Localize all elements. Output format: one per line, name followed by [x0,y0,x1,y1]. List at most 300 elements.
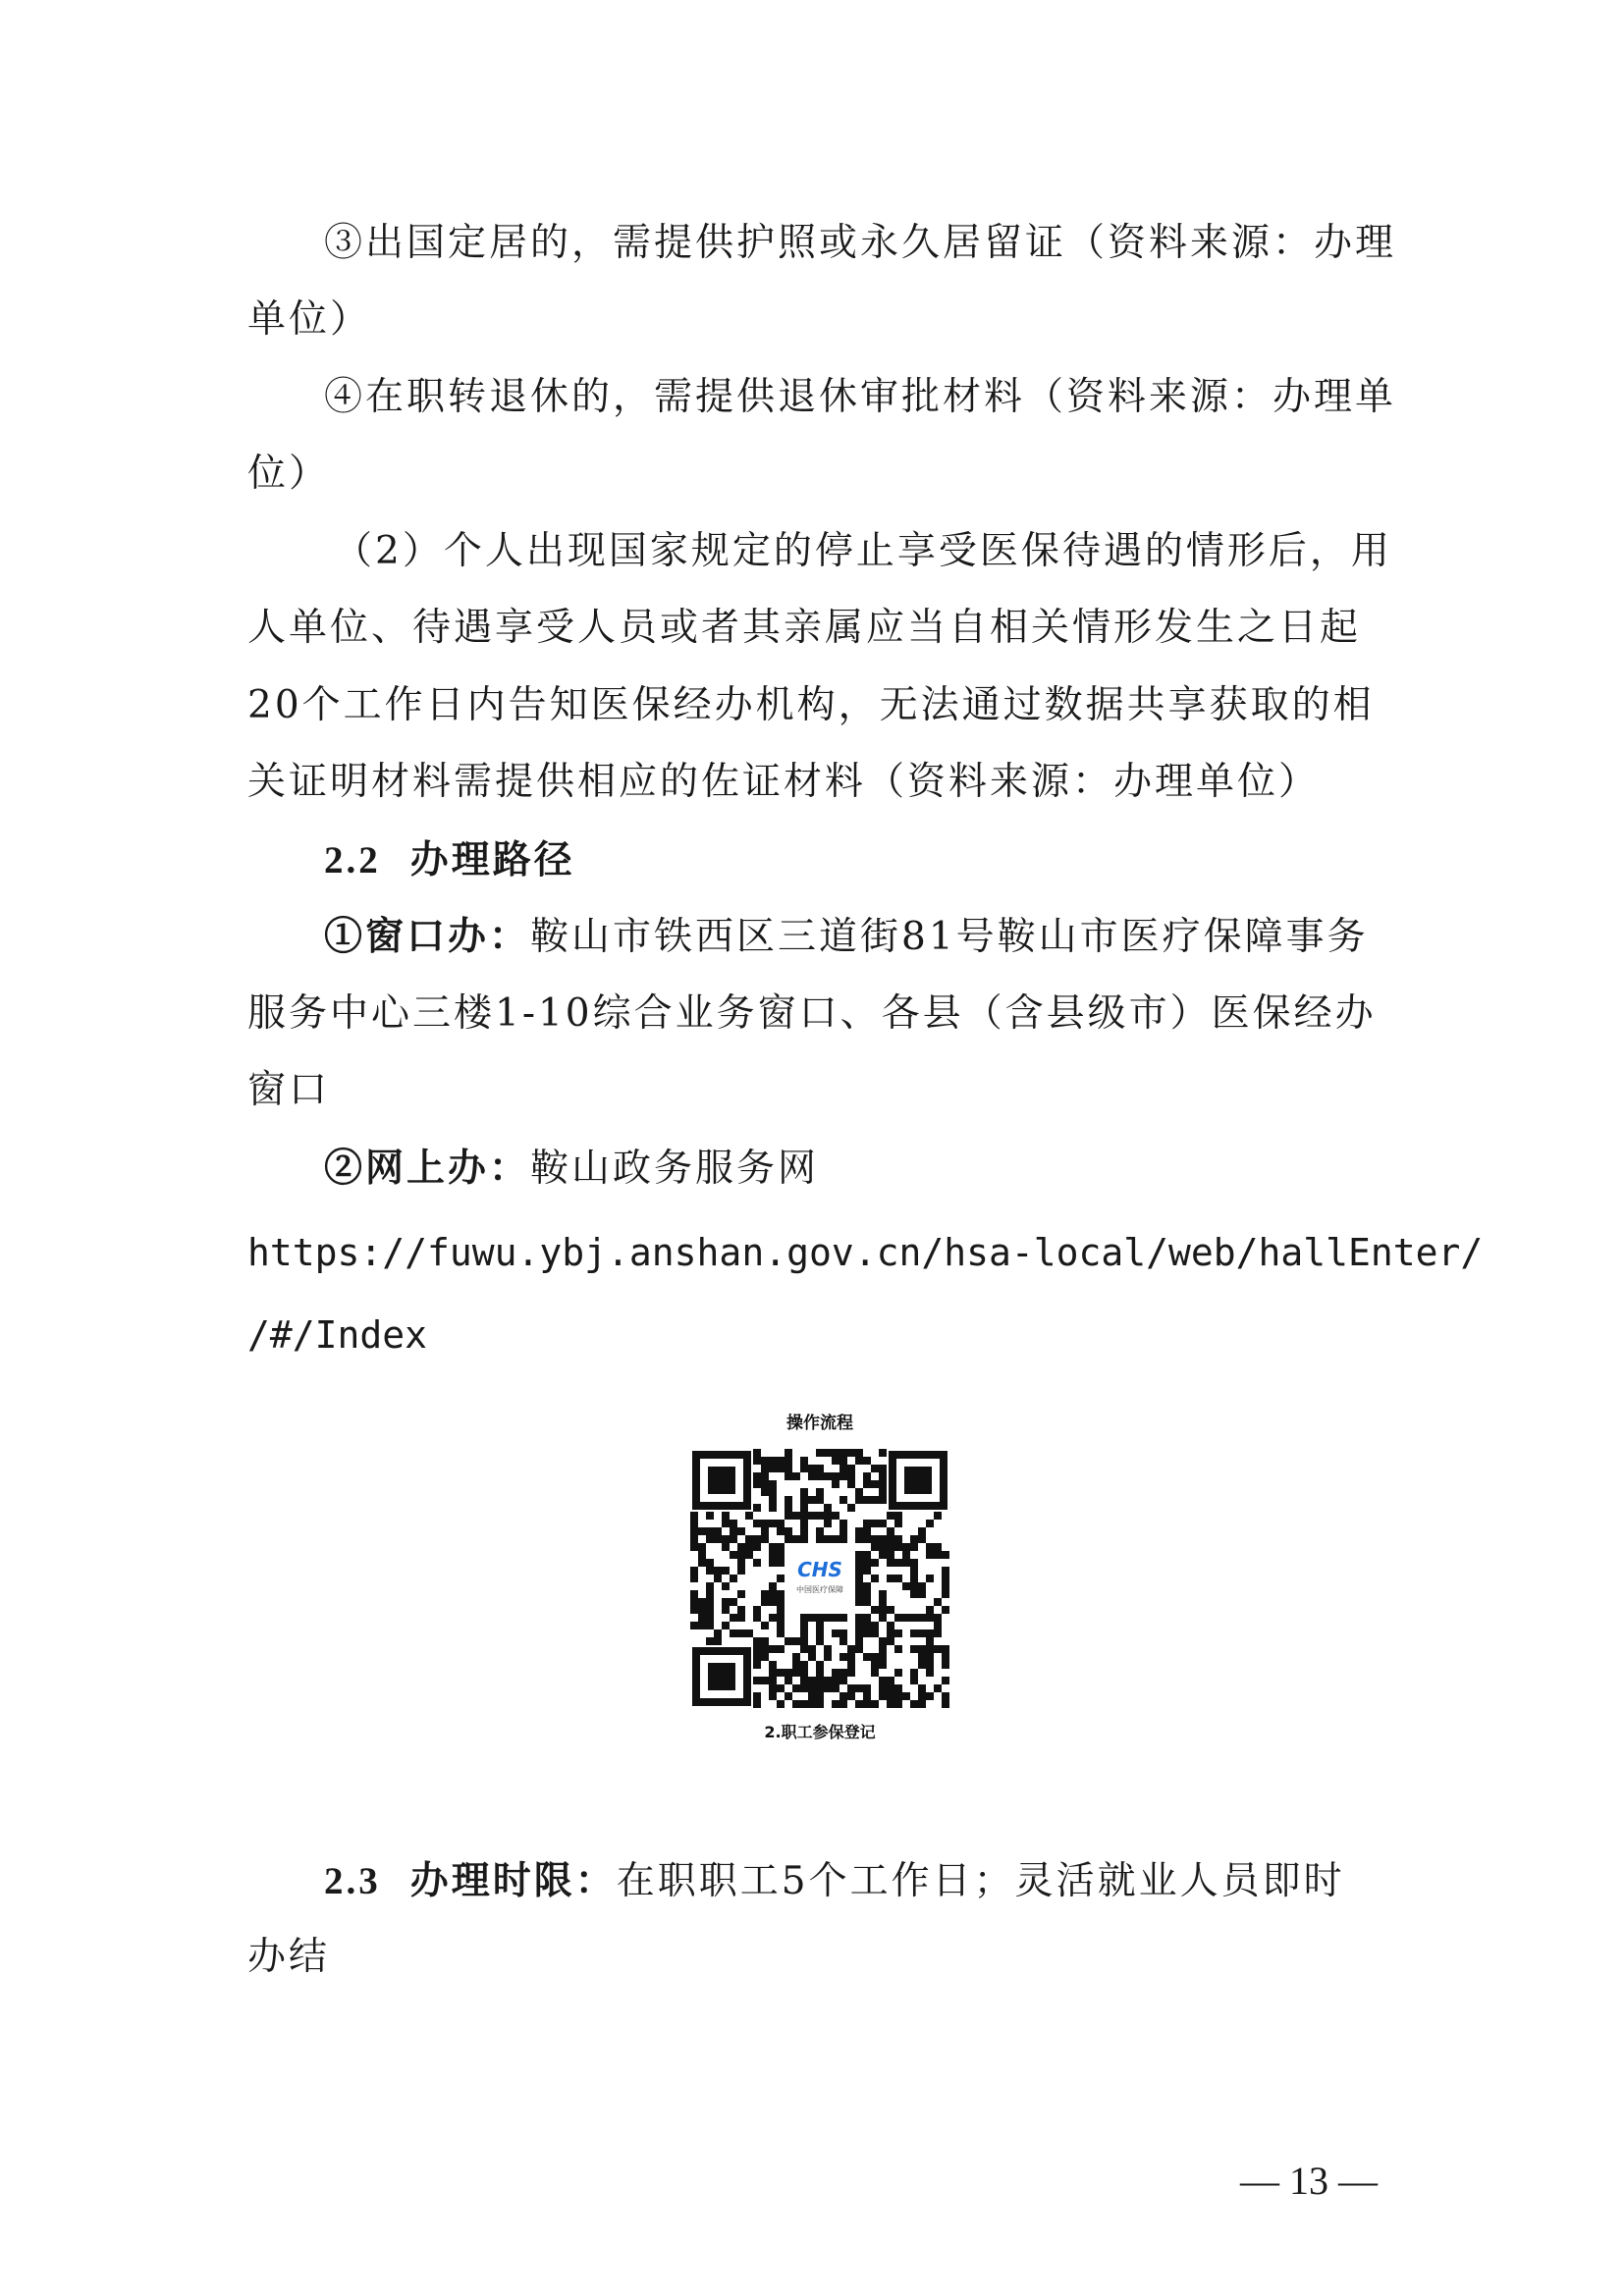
window-text: 鞍山市铁西区三道街81号鞍山市医疗保障事务 [530,915,1369,959]
qr-module [769,1480,777,1488]
qr-module [863,1622,871,1629]
qr-module [894,1700,902,1708]
text-line [324,1143,1463,1195]
qr-module [902,1614,910,1622]
qr-module [808,1692,816,1700]
qr-module [753,1653,761,1661]
qr-finder-top-right [889,1451,947,1510]
qr-module [910,1582,918,1590]
qr-module [879,1480,887,1488]
qr-module [926,1575,934,1582]
qr-module [737,1543,745,1551]
qr-module [887,1575,894,1582]
qr-module [816,1449,824,1457]
text-line: ③出国定居的，需提供护照或永久居留证（资料来源：办理 [324,221,1397,265]
qr-module [722,1520,730,1527]
qr-module [745,1629,753,1637]
qr-module [847,1661,855,1669]
qr-module [926,1653,934,1661]
qr-module [832,1614,839,1622]
qr-module [871,1661,879,1669]
qr-module [785,1669,792,1677]
qr-module [800,1512,808,1520]
section-number: 2.3 [324,1860,381,1902]
section-title: 办理路径 [409,837,575,882]
qr-module [863,1692,871,1700]
qr-module [879,1614,887,1622]
qr-module [887,1551,894,1559]
qr-module [706,1598,714,1606]
qr-module [761,1637,769,1645]
text-line: 办结 [247,1935,331,1979]
qr-module [863,1551,871,1559]
qr-module [753,1504,761,1512]
qr-module [847,1684,855,1692]
qr-module [832,1535,839,1543]
qr-module [816,1692,824,1700]
qr-module [832,1512,839,1520]
qr-module [761,1598,769,1606]
qr-module [824,1684,832,1692]
qr-module [942,1700,949,1708]
qr-module [879,1598,887,1606]
qr-module [761,1677,769,1684]
qr-module [777,1669,785,1677]
qr-module [847,1504,855,1512]
qr-module [769,1598,777,1606]
qr-module [785,1465,792,1472]
qr-module [824,1504,832,1512]
qr-module [934,1645,942,1653]
qr-module [800,1520,808,1527]
section-number: 2.2 [324,839,381,881]
qr-logo-text: CHS [797,1558,842,1581]
qr-module [690,1543,698,1551]
qr-module [816,1535,824,1543]
qr-module [863,1590,871,1598]
qr-logo-subtext: 中国医疗保障 [796,1585,843,1594]
qr-module [816,1661,824,1669]
qr-module [918,1582,926,1590]
url-link[interactable]: https://fuwu.ybj.anshan.gov.cn/hsa-local/web/hallEnter/ [247,1231,1484,1274]
qr-module [910,1559,918,1567]
qr-module [855,1449,863,1457]
qr-module [730,1614,737,1622]
qr-module [934,1629,942,1637]
qr-module [722,1606,730,1614]
qr-module [777,1684,785,1692]
qr-module [730,1598,737,1606]
qr-module [816,1527,824,1535]
qr-module [785,1692,792,1700]
qr-module [832,1700,839,1708]
qr-module [792,1637,800,1645]
section-heading [324,834,1463,886]
qr-module [863,1653,871,1661]
qr-module [706,1590,714,1598]
qr-module [761,1622,769,1629]
qr-module [918,1653,926,1661]
qr-module [777,1543,785,1551]
qr-module [887,1606,894,1614]
qr-module [777,1559,785,1567]
qr-module [942,1606,949,1614]
qr-module [887,1629,894,1637]
text-line: 服务中心三楼1-10综合业务窗口、各县（含县级市）医保经办 [247,991,1377,1036]
qr-module [910,1535,918,1543]
qr-module [808,1653,816,1661]
qr-module [808,1645,816,1653]
qr-module [761,1465,769,1472]
qr-module [855,1700,863,1708]
qr-module [745,1512,753,1520]
qr-module [879,1496,887,1504]
qr-module [894,1520,902,1527]
qr-module [808,1512,816,1520]
text-line: 关证明材料需提供相应的佐证材料（资料来源：办理单位） [247,760,1321,804]
qr-module [863,1559,871,1567]
qr-module [800,1535,808,1543]
qr-module [839,1629,847,1637]
qr-module [855,1629,863,1637]
qr-module [871,1606,879,1614]
qr-module [769,1684,777,1692]
qr-module [800,1614,808,1622]
qr-module [871,1465,879,1472]
qr-module [863,1527,871,1535]
qr-module [785,1496,792,1504]
qr-module [855,1590,863,1598]
qr-module [753,1457,761,1465]
qr-module [879,1637,887,1645]
qr-module [706,1622,714,1629]
qr-module [863,1480,871,1488]
qr-module [785,1512,792,1520]
qr-module [730,1527,737,1535]
qr-module [934,1622,942,1629]
qr-module [887,1622,894,1629]
qr-module [808,1684,816,1692]
qr-module [816,1465,824,1472]
qr-module [730,1535,737,1543]
qr-module [800,1488,808,1496]
qr-module [698,1598,706,1606]
qr-finder-top-left [692,1451,751,1510]
qr-module [918,1684,926,1692]
qr-module [832,1480,839,1488]
qr-module [879,1653,887,1661]
qr-module [863,1598,871,1606]
qr-module [879,1590,887,1598]
qr-module [792,1535,800,1543]
qr-module [753,1472,761,1480]
qr-module [816,1700,824,1708]
qr-module [942,1567,949,1575]
qr-module [753,1520,761,1527]
qr-module [934,1598,942,1606]
qr-module [894,1559,902,1567]
qr-module [753,1677,761,1684]
qr-module [800,1669,808,1677]
section-heading [324,1855,1463,1907]
qr-module [855,1645,863,1653]
qr-module [816,1496,824,1504]
qr-module [879,1606,887,1614]
qr-module [753,1480,761,1488]
qr-module [769,1457,777,1465]
qr-module [761,1457,769,1465]
qr-module [722,1535,730,1543]
qr-module [698,1614,706,1622]
qr-module [769,1559,777,1567]
text-line: 窗口 [247,1068,331,1112]
qr-module [879,1472,887,1480]
qr-module [816,1684,824,1692]
qr-module [879,1488,887,1496]
qr-module [761,1520,769,1527]
qr-module [690,1567,698,1575]
qr-module [722,1598,730,1606]
qr-module [855,1614,863,1622]
qr-module [910,1669,918,1677]
qr-module [777,1622,785,1629]
qr-module [761,1645,769,1653]
qr-module [777,1606,785,1614]
qr-module [926,1543,934,1551]
qr-module [855,1684,863,1692]
qr-module [777,1614,785,1622]
qr-finder-bottom-left [692,1647,751,1706]
qr-module [737,1559,745,1567]
qr-module [769,1692,777,1700]
qr-module [879,1465,887,1472]
qr-module [769,1488,777,1496]
qr-module [832,1472,839,1480]
qr-module [816,1488,824,1496]
qr-module [800,1629,808,1637]
qr-module [863,1684,871,1692]
qr-module [918,1661,926,1669]
qr-module [690,1606,698,1614]
qr-module [761,1590,769,1598]
qr-module [887,1527,894,1535]
qr-module [942,1645,949,1653]
qr-module [847,1449,855,1457]
qr-module [785,1637,792,1645]
qr-module [769,1614,777,1622]
qr-module [942,1582,949,1590]
qr-module [855,1535,863,1543]
qr-module [855,1582,863,1590]
text-line: （2）个人出现国家规定的停止享受医保待遇的情形后，用 [334,529,1392,573]
qr-module [910,1575,918,1582]
qr-module [918,1590,926,1598]
qr-module [934,1512,942,1520]
window-label: ①窗口办： [324,914,531,959]
qr-module [879,1645,887,1653]
qr-module [918,1700,926,1708]
qr-module [785,1504,792,1512]
qr-module [816,1677,824,1684]
qr-module [942,1677,949,1684]
qr-module [871,1535,879,1543]
qr-module [910,1700,918,1708]
qr-module [808,1700,816,1708]
qr-module [769,1504,777,1512]
qr-module [808,1472,816,1480]
qr-module [847,1472,855,1480]
qr-module [863,1496,871,1504]
qr-module [847,1465,855,1472]
qr-module [887,1677,894,1684]
qr-module [800,1684,808,1692]
qr-module [769,1645,777,1653]
qr-module [792,1700,800,1708]
qr-module [690,1535,698,1543]
qr-module [706,1535,714,1543]
qr-module [698,1606,706,1614]
qr-module [761,1527,769,1535]
qr-module [902,1551,910,1559]
qr-module [792,1512,800,1520]
qr-module [730,1575,737,1582]
qr-module [777,1629,785,1637]
text-line: 位） [247,452,331,496]
qr-module [863,1472,871,1480]
qr-module [871,1669,879,1677]
qr-module [918,1535,926,1543]
qr-module [942,1692,949,1700]
qr-module [690,1590,698,1598]
qr-module [871,1575,879,1582]
qr-module [769,1551,777,1559]
qr-module [902,1692,910,1700]
qr-module [816,1669,824,1677]
qr-module [777,1598,785,1606]
qr-module [730,1629,737,1637]
qr-module [824,1512,832,1520]
qr-module [910,1614,918,1622]
qr-module [926,1629,934,1637]
qr-module [777,1590,785,1598]
qr-module [824,1472,832,1480]
qr-module [722,1543,730,1551]
qr-module [816,1614,824,1622]
qr-module [894,1629,902,1637]
qr-module [918,1645,926,1653]
qr-module [714,1629,722,1637]
qr-module [792,1472,800,1480]
qr-module [737,1629,745,1637]
qr-module [698,1543,706,1551]
qr-module [879,1449,887,1457]
qr-module [902,1582,910,1590]
qr-module [926,1692,934,1700]
qr-module [698,1559,706,1567]
qr-module [753,1543,761,1551]
qr-module [839,1520,847,1527]
qr-module [879,1543,887,1551]
qr-module [847,1692,855,1700]
qr-module [839,1527,847,1535]
qr-module [690,1512,698,1520]
qr-module [761,1653,769,1661]
qr-code-image[interactable] [690,1449,949,1708]
qr-module [698,1551,706,1559]
qr-caption: 2.职工参保登记 [764,1723,876,1741]
qr-module [942,1575,949,1582]
qr-module [706,1614,714,1622]
qr-module [934,1684,942,1692]
qr-module [761,1535,769,1543]
qr-module [871,1622,879,1629]
deadline-label: 办理时限： [409,1858,617,1903]
qr-module [887,1543,894,1551]
qr-module [792,1684,800,1692]
qr-module [894,1575,902,1582]
qr-module [792,1669,800,1677]
url-link-cont[interactable]: /#/Index [247,1313,428,1357]
qr-module [863,1700,871,1708]
qr-module [792,1661,800,1669]
qr-module [792,1653,800,1661]
qr-module [777,1700,785,1708]
qr-module [871,1653,879,1661]
qr-module [769,1677,777,1684]
qr-module [785,1535,792,1543]
qr-module [785,1677,792,1684]
qr-module [785,1527,792,1535]
qr-module [863,1567,871,1575]
qr-module [714,1637,722,1645]
qr-module [918,1629,926,1637]
qr-module [824,1677,832,1684]
qr-module [800,1457,808,1465]
qr-module [934,1614,942,1622]
qr-module [942,1590,949,1598]
qr-module [714,1567,722,1575]
qr-module [808,1465,816,1472]
qr-module [816,1637,824,1645]
qr-module [879,1684,887,1692]
qr-module [753,1700,761,1708]
qr-module [769,1543,777,1551]
qr-module [753,1661,761,1669]
qr-module [847,1480,855,1488]
qr-module [769,1465,777,1472]
text-line [324,911,1463,963]
qr-module [910,1629,918,1637]
qr-module [918,1692,926,1700]
qr-module [800,1504,808,1512]
qr-module [753,1606,761,1614]
text-line: 单位） [247,297,372,342]
qr-module [706,1512,714,1520]
qr-module [871,1480,879,1488]
qr-module [808,1496,816,1504]
qr-module [737,1567,745,1575]
qr-module [894,1669,902,1677]
qr-module [839,1535,847,1543]
qr-module [753,1692,761,1700]
qr-module [800,1527,808,1535]
qr-module [926,1551,934,1559]
page-number: — 13 — [1240,2159,1378,2203]
qr-module [902,1559,910,1567]
qr-module [839,1496,847,1504]
qr-module [722,1582,730,1590]
qr-module [855,1567,863,1575]
